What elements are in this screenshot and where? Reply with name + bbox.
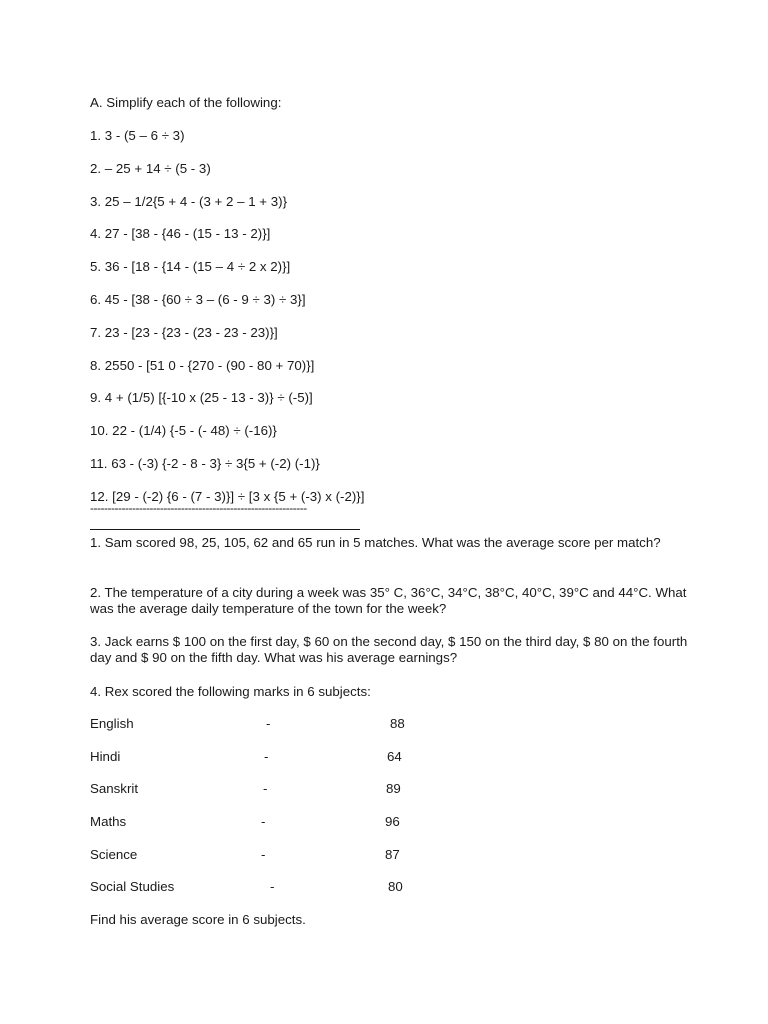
simplify-item-12: 12. [29 - (-2) {6 - (7 - 3)}] ÷ [3 x {5 + (-3) x (-2)}] bbox=[90, 488, 365, 504]
subject-row bbox=[90, 749, 420, 765]
subject-dash: - bbox=[266, 716, 271, 731]
simplify-item-3: 3. 25 – 1/2{5 + 4 - (3 + 2 – 1 + 3)} bbox=[90, 193, 288, 209]
question-3: 3. Jack earns $ 100 on the first day, $ 60 on the second day, $ 150 on the third day, $ 80 on the fourth day and $ 90 on the fifth day. What was his average earnings? bbox=[90, 634, 688, 665]
question-4: 4. Rex scored the following marks in 6 subjects: bbox=[90, 684, 371, 699]
subject-dash: - bbox=[264, 749, 269, 764]
simplify-item-9: 9. 4 + (1/5) [{-10 x (25 - 13 - 3)} ÷ (-5)] bbox=[90, 390, 313, 406]
subject-dash: - bbox=[263, 781, 268, 796]
section-a bbox=[90, 95, 690, 522]
separator-rule bbox=[90, 529, 360, 530]
subject-name: Science bbox=[90, 847, 138, 862]
simplify-item-11: 11. 63 - (-3) {-2 - 8 - 3} ÷ 3{5 + (-2) (-1)} bbox=[90, 455, 320, 471]
subject-row bbox=[90, 847, 420, 863]
simplify-item-6: 6. 45 - [38 - {60 ÷ 3 – (6 - 9 ÷ 3) ÷ 3}] bbox=[90, 291, 306, 307]
simplify-item-4: 4. 27 - [38 - {46 - (15 - 13 - 2)}] bbox=[90, 226, 271, 242]
question-2: 2. The temperature of a city during a week was 35° C, 36°C, 34°C, 38°C, 40°C, 39°C and 44°C. What was the average daily temperature of the town for the week? bbox=[90, 585, 687, 616]
subject-mark: 64 bbox=[387, 749, 402, 764]
subject-name: English bbox=[90, 716, 134, 731]
subject-name: Maths bbox=[90, 814, 127, 829]
subject-mark: 96 bbox=[385, 814, 400, 829]
subject-dash: - bbox=[261, 814, 266, 829]
dashed-separator: -------------------------------------------------------------- bbox=[90, 502, 307, 514]
simplify-item-1: 1. 3 - (5 – 6 ÷ 3) bbox=[90, 128, 185, 143]
subject-mark: 80 bbox=[388, 879, 403, 894]
subject-mark: 88 bbox=[390, 716, 405, 731]
simplify-item-2: 2. – 25 + 14 ÷ (5 - 3) bbox=[90, 160, 211, 176]
subject-dash: - bbox=[261, 847, 266, 862]
subject-row bbox=[90, 814, 420, 830]
subject-row bbox=[90, 879, 420, 895]
subject-dash: - bbox=[270, 879, 275, 894]
section-a-heading: A. Simplify each of the following: bbox=[90, 95, 282, 110]
subject-name: Hindi bbox=[90, 749, 121, 764]
closing-question: Find his average score in 6 subjects. bbox=[90, 912, 306, 927]
simplify-item-7: 7. 23 - [23 - {23 - (23 - 23 - 23)}] bbox=[90, 324, 278, 340]
simplify-item-10: 10. 22 - (1/4) {-5 - (- 48) ÷ (-16)} bbox=[90, 423, 277, 439]
subject-name: Social Studies bbox=[90, 879, 175, 894]
subject-name: Sanskrit bbox=[90, 781, 139, 796]
subject-row bbox=[90, 781, 420, 797]
subject-mark: 87 bbox=[385, 847, 400, 862]
simplify-item-8: 8. 2550 - [51 0 - {270 - (90 - 80 + 70)}] bbox=[90, 357, 315, 373]
subject-mark: 89 bbox=[386, 781, 401, 796]
question-1: 1. Sam scored 98, 25, 105, 62 and 65 run in 5 matches. What was the average score per match? bbox=[90, 535, 661, 550]
subject-row bbox=[90, 716, 420, 732]
simplify-item-5: 5. 36 - [18 - {14 - (15 – 4 ÷ 2 x 2)}] bbox=[90, 259, 291, 275]
